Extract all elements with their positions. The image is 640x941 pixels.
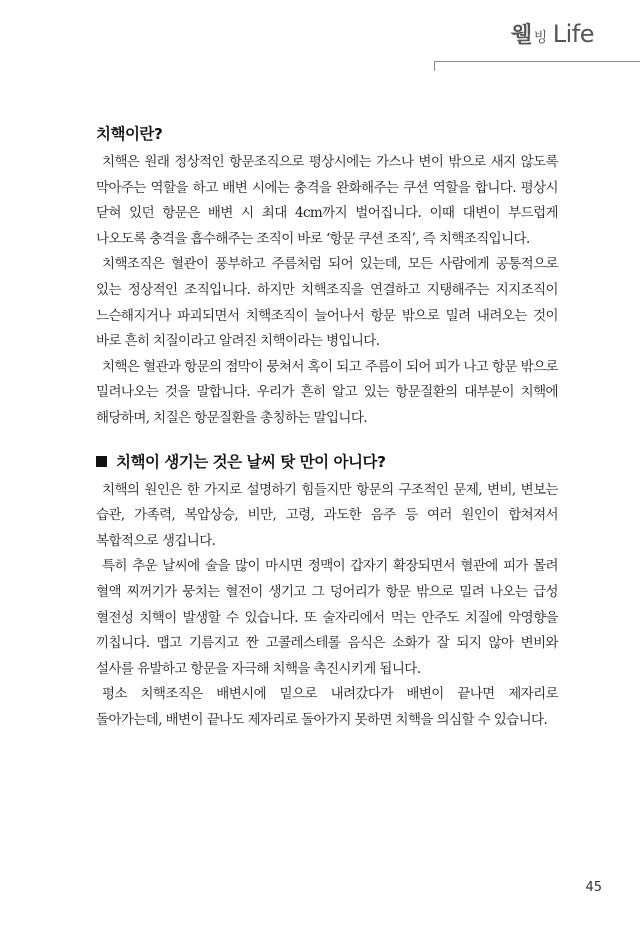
header-title-part1: 웰: [510, 23, 532, 48]
article-body: [96, 124, 558, 733]
paragraph: 평소 치핵조직은 배변시에 밑으로 내려갔다가 배변이 끝나면 제자리로 돌아가는데, 배변이 끝나도 제자리로 돌아가지 못하면 치핵을 의심할 수 있습니다.: [96, 686, 558, 728]
section-heading-causes-text: 치핵이 생기는 것은 날씨 탓 만이 아니다?: [116, 452, 386, 471]
section-heading-what-is-hemorrhoid: 치핵이란?: [96, 125, 163, 143]
header-title-part2: 빙: [533, 30, 547, 46]
paragraph: 치핵조직은 혈관이 풍부하고 주름처럼 되어 있는데, 모든 사람에게 공통적으로 있는 정상적인 조직입니다. 하지만 치핵조직을 연결하고 지탱해주는 지지조직이 느슨해지거나 파괴되면서 치핵조직이 늘어나서 항문 밖으로 밀려 내려오는 것이 바로 흔히 치질이라고 알려진 치핵이라는 병입니다.: [96, 256, 558, 350]
header-divider: [434, 61, 640, 62]
square-bullet-icon: [96, 456, 107, 467]
paragraph: 치핵은 원래 정상적인 항문조직으로 평상시에는 가스나 변이 밖으로 새지 않도록 막아주는 역할을 하고 배변 시에는 충격을 완화해주는 쿠션 역할을 합니다. 평상시 닫혀 있던 항문은 배변 시 최대 4cm까지 벌어집니다. 이때 대변이 부드럽게 나오도록 충격을 흡수해주는 조직이 바로 ‘항문 쿠션 조직’, 즉 치핵조직입니다.: [96, 154, 558, 247]
header-divider-tick: [434, 61, 435, 71]
paragraph: 치핵의 원인은 한 가지로 설명하기 힘들지만 항문의 구조적인 문제, 변비, 변보는 습관, 가족력, 복압상승, 비만, 고령, 과도한 음주 등 여러 원인이 합쳐져서 복합적으로 생깁니다.: [96, 481, 558, 549]
paragraph: 특히 추운 날씨에 술을 많이 마시면 정맥이 갑자기 확장되면서 혈관에 피가 몰려 혈액 찌꺼기가 뭉치는 혈전이 생기고 그 덩어리가 항문 밖으로 밀려 나오는 급성 혈전성 치핵이 발생할 수 있습니다. 또 술자리에서 먹는 안주도 치질에 악영향을 끼칩니다. 맵고 기름지고 짠 고콜레스테롤 음식은 소화가 잘 되지 않아 변비와 설사를 유발하고 항문을 자극해 치핵을 촉진시키게 됩니다.: [96, 558, 558, 677]
header-title-part3: Life: [552, 20, 594, 48]
paragraph: 치핵은 혈관과 항문의 점막이 뭉쳐서 혹이 되고 주름이 되어 피가 나고 항문 밖으로 밀려나오는 것을 말합니다. 우리가 흔히 알고 있는 항문질환의 대부분이 치핵에 해당하며, 치질은 항문질환을 총칭하는 말입니다.: [96, 358, 558, 426]
section-heading-causes: [96, 452, 558, 472]
running-header-title: [511, 18, 594, 49]
page-number: 45: [585, 880, 602, 895]
